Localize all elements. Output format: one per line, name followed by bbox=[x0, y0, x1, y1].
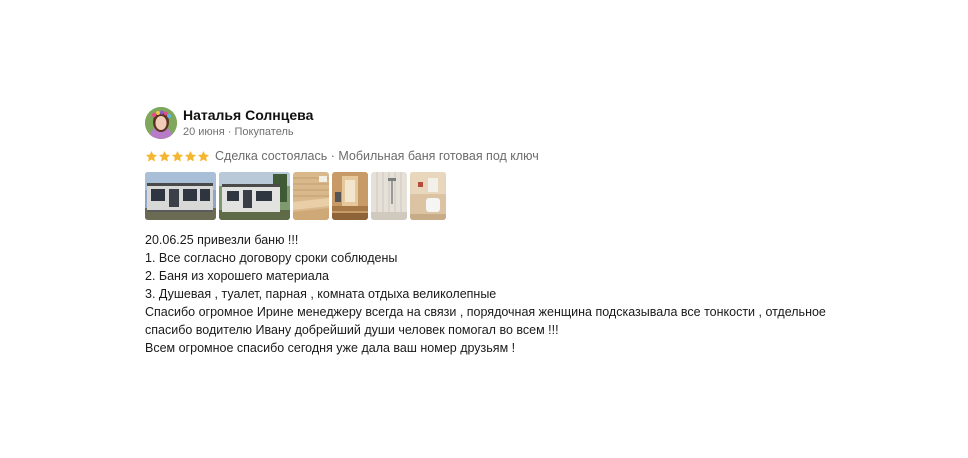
author-role: Покупатель bbox=[234, 126, 294, 138]
review-text-line: 20.06.25 привезли баню !!! bbox=[145, 233, 299, 247]
sauna-interior-wood-icon bbox=[293, 172, 329, 220]
photo-thumbnail-3[interactable] bbox=[293, 172, 329, 220]
sauna-steam-room-icon bbox=[332, 172, 368, 220]
review-text-line: Спасибо огромное Ирине менеджеру всегда на связи , порядочная женщина подсказывала все тонкости , отдельное bbox=[145, 305, 826, 319]
deal-info bbox=[215, 148, 539, 164]
shower-room-icon bbox=[371, 172, 407, 220]
star-icon bbox=[145, 150, 158, 163]
star-rating bbox=[145, 150, 210, 163]
toilet-room-icon bbox=[410, 172, 446, 220]
author-name[interactable]: Наталья Солнцева bbox=[183, 107, 314, 123]
review-header bbox=[145, 106, 845, 140]
review-text-line: 1. Все согласно договору сроки соблюдены bbox=[145, 251, 398, 265]
modular-sauna-exterior-icon bbox=[145, 172, 216, 220]
photo-thumbnail-5[interactable] bbox=[371, 172, 407, 220]
item-title[interactable]: Мобильная баня готовая под ключ bbox=[338, 149, 539, 163]
star-icon bbox=[158, 150, 171, 163]
review-text-line: спасибо водителю Ивану добрейший души человек помогал во всем !!! bbox=[145, 323, 559, 337]
meta-separator: · bbox=[224, 126, 235, 138]
modular-sauna-exterior-icon bbox=[219, 172, 290, 220]
photo-thumbnail-2[interactable] bbox=[219, 172, 290, 220]
rating-row bbox=[145, 148, 845, 164]
author-meta bbox=[183, 125, 313, 139]
star-icon bbox=[171, 150, 184, 163]
avatar[interactable] bbox=[145, 107, 177, 139]
star-icon bbox=[197, 150, 210, 163]
avatar-image bbox=[145, 107, 177, 139]
photo-thumbnail-4[interactable] bbox=[332, 172, 368, 220]
star-icon bbox=[184, 150, 197, 163]
review-date: 20 июня bbox=[183, 126, 225, 138]
review-text-line: 3. Душевая , туалет, парная , комната отдыха великолепные bbox=[145, 287, 497, 301]
review-text bbox=[145, 231, 845, 357]
review-text-line: 2. Баня из хорошего материала bbox=[145, 269, 329, 283]
author-block bbox=[183, 107, 313, 139]
deal-separator: · bbox=[327, 149, 339, 163]
review-card bbox=[145, 106, 845, 357]
photo-thumbnail-6[interactable] bbox=[410, 172, 446, 220]
deal-status: Сделка состоялась bbox=[215, 149, 328, 163]
photo-thumbnail-1[interactable] bbox=[145, 172, 216, 220]
photo-gallery bbox=[145, 172, 845, 220]
review-text-line: Всем огромное спасибо сегодня уже дала ваш номер друзьям ! bbox=[145, 341, 516, 355]
